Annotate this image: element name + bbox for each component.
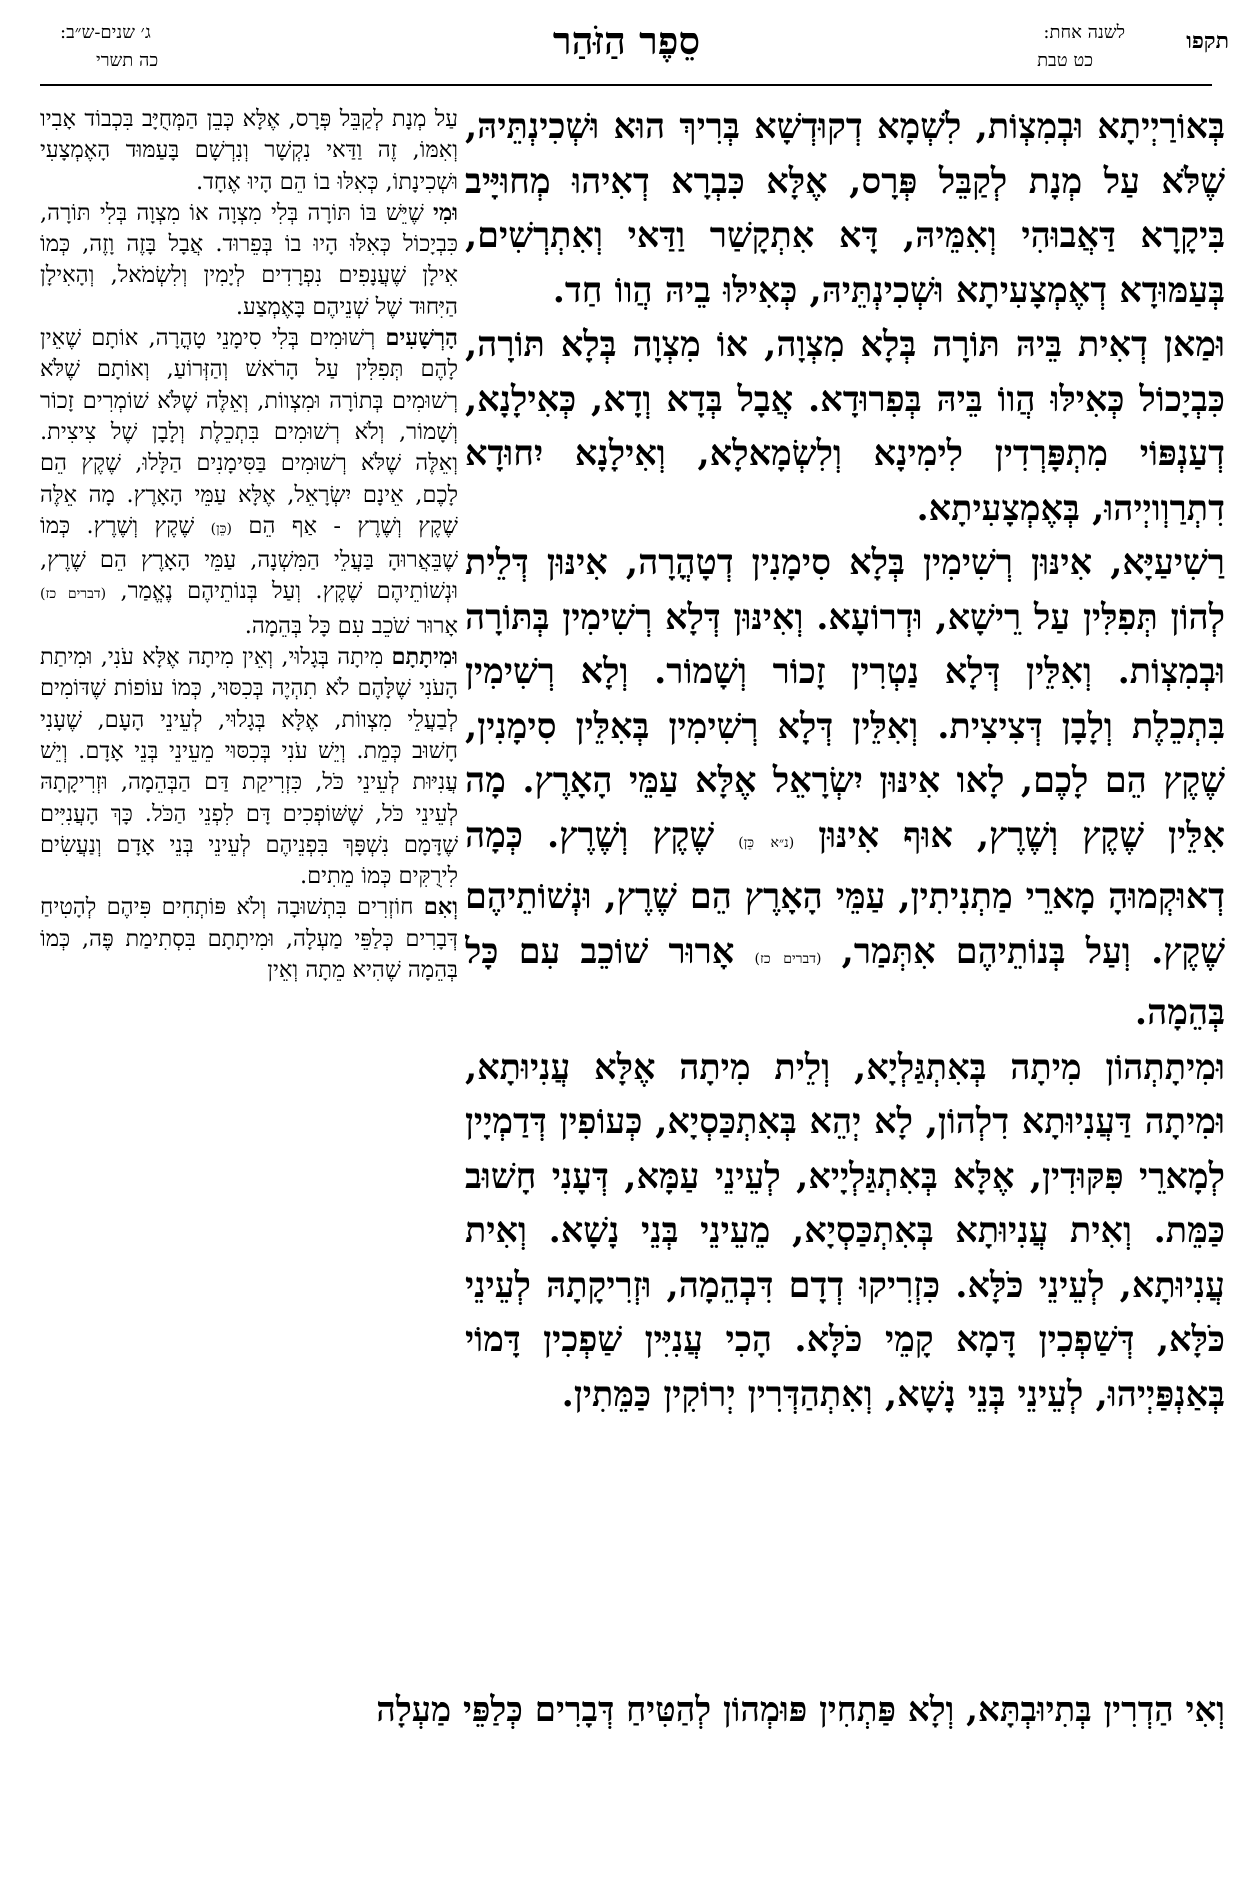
citation: (דברים כז): [754, 950, 822, 967]
paragraph-text: שֶׁקֶץ וְשֶׁרֶץ. כְּמוֹ שֶׁבֵּאֲרוּהָ בַּעֲלֵי הַמִּשְׁנָה, עַמֵּי הָאָרֶץ הֵם שֶׁרֶץ, וּנְשׁוֹתֵיהֶם שֶׁקֶץ. וְעַל בְּנוֹתֵיהֶם נֶאֱמַר,: [40, 512, 458, 605]
page-number: תקפו: [1186, 28, 1229, 54]
study-schedule-three-years: ג׳ שנים-ש״ב:: [60, 22, 151, 43]
side-paragraph: עַל מְנָת לְקַבֵּל פְּרָס, אֶלָּא כְּבֵן הַמְּחֻיָּב בִּכְבוֹד אָבִיו וְאִמּוֹ, זֶה וַדַּאי נִקְשָׁר וְנִרְשָׁם בָּעַמּוּד הָאֶמְצָעִי וּשְׁכִינָתוֹ, כְּאִלּוּ בוֹ הֵם הָיוּ אֶחָד.: [40, 106, 458, 195]
side-paragraph: [40, 642, 458, 892]
paragraph-text: חוֹזְרִים בִּתְשׁוּבָה וְלֹא פּוֹתְחִים פִּיהֶם לְהָטִיחַ דְּבָרִים כְּלַפֵּי מַעְלָה, וּמִיתָתָם בִּסְתִימַת פֶּה, כְּמוֹ בְּהֵמָה שֶׁהִיא מֵתָה וְאֵין: [40, 894, 458, 984]
paragraph-lead: וּמִיתָתָם: [391, 644, 458, 671]
paragraph-text: , אִינּוּן רְשִׁימִין בְּלָא סִימָנִין דְטָהֳרָה, אִינּוּן דְּלֵית לְהוֹן תְּפִלִּין עַל רֵישָׁא, וּדְרוֹעָא. וְאִינּוּן דְּלָא רְשִׁימִין בְּתּוֹרָה וּבְמִצְוֹת. וְאִלֵּין דְּלָא נַטְרִין זָכוֹר וְשָׁמוֹר. וְלָא רְשִׁימִין בִּתְכֵלֶת וְלָבָן דְּצִיצִית. וְאִלֵּין דְּלָא רְשִׁימִין בְּאִלֵּין סִימָנִין, שֶׁקֶץ הֵם לָכֶם, לָאו אִינּוּן יִשְׂרָאֵל אֶלָּא עַמֵּי הָאָרֶץ. מָה אִלֵּין שֶׁקֶץ וְשֶׁרֶץ, אוּף אִינּוּן: [465, 542, 1225, 856]
main-paragraph: וּמִיתָתְהוֹן מִיתָה בְּאִתְגַּלְיָא, וְלֵית מִיתָה אֶלָּא עֲנִיוּתָא, וּמִיתָה דַּעֲנִיוּתָא דִלְהוֹן, לָא יְהֵא בְּאִתְכַּסְיָא, כְּעוֹפִין דְּדַמְיָין לְמָארֵי פִּקּוּדִין, אֶלָּא בְּאִתְגַּלְיָיא, לְעֵינֵי עַמָּא, דְּעָנִי חָשׁוּב כַּמֵּת. וְאִית עֲנִיוּתָא בְּאִתְכַּסְיָא, מֵעֵינֵי בְּנֵי נָשָׁא. וְאִית עֲנִיוּתָא, לְעֵינֵי כֹּלָּא. כִּזְרִיקוּ דְדָם דִּבְהֵמָה, וּזְרִיקָתָהּ לְעֵינֵי כֹּלָּא, דְּשַׁפְכִין דָּמָא קָמֵי כֹּלָּא. הָכִי עֲנִיִּין שַׁפְכִין דָּמוֹי בְּאַנְפַּיְיהוּ, לְעֵינֵי בְּנֵי נָשָׁא, וְאִתְהַדְּרִין יְרוֹקִין כַּמֵּתִין.: [465, 1046, 1225, 1415]
paragraph-lead: וְאִם: [423, 894, 458, 921]
study-schedule-one-year: לשנה אחת:: [1043, 22, 1125, 43]
paragraph-lead: וּמִי: [433, 199, 458, 226]
side-paragraph: [40, 892, 458, 986]
paragraph-text: רְשׁוּמִים בְּלִי סִימָנֵי טָהֳרָה, אוֹתָם שֶׁאֵין לָהֶם תְּפִלִּין עַל הָרֹאשׁ וְהַזְּרוֹעַ, וְאוֹתָם שֶׁלֹּא רְשׁוּמִים בְּתוֹרָה וּמִצְווֹת, וְאֵלֶּה שֶׁלֹּא שׁוֹמְרִים זָכוֹר וְשָׁמוֹר, וְלֹא רְשׁוּמִים בִּתְכֵלֶת וְלָבָן שֶׁל צִיצִית. וְאֵלֶּה שֶׁלֹּא רְשׁוּמִים בַּסִּימָנִים הַלָּלוּ, שֶׁקֶץ הֵם לָכֶם, אֵינָם יִשְׂרָאֵל, אֶלָּא עַמֵּי הָאָרֶץ. מָה אֵלֶּה שֶׁקֶץ וְשֶׁרֶץ - אַף הֵם: [40, 325, 458, 539]
bottom-continuation-line: וְאִי הַדְרִין בְּתִיוּבְתָּא, וְלָא פַּתְחִין פּוּמְהוֹן לְהַטִּיחַ דְּבָרִים כְּלַפֵּי מַעְלָה: [376, 1690, 1225, 1730]
side-paragraph: [40, 198, 458, 323]
paragraph-text: שֶׁקֶץ וְשֶׁרֶץ. כְּמָה דְאוּקְמוּהָ מָארֵי מַתְנִיתִין, עַמֵּי הָאָרֶץ הֵם שֶׁרֶץ, וּנְשׁוֹתֵיהֶם שֶׁקֶץ. וְעַל בְּנוֹתֵיהֶם אִתְּמַר,: [465, 814, 1225, 972]
header-rule: [40, 84, 1212, 86]
study-date-one-year: כט טבת: [1037, 50, 1093, 71]
citation: (נ״א כֵּן): [738, 834, 795, 851]
page-title: סֵפֶר הַזֹּהַר: [552, 18, 701, 63]
paragraph-lead: רַשִׁיעַיָּא: [1122, 542, 1225, 583]
citation: (דברים כז): [40, 586, 107, 603]
main-paragraph: בְּאוֹרַיְיתָא וּבְמִצְוֹת, לִשְׁמָא דְקוּדְשָׁא בְּרִיךְ הוּא וּשְׁכִינְתֵּיהּ, שֶׁלֹּא עַל מְנָת לְקַבֵּל פְּרָס, אֶלָּא כִּבְרָא דְאִיהוּ מְחוּיָּיב בִּיקָרָא דַּאֲבוּהִי וְאִמֵּיהּ, דָּא אִתְקָשַׁר וַדַּאי וְאִתְרְשִׁים, בְּעַמּוּדָא דְאֶמְצָעִיתָא וּשְׁכִינְתֵּיהּ, כְּאִילּוּ בֵיהּ הֲווֹ חַד.: [465, 106, 1225, 311]
paragraph-text: שֶׁיֵּשׁ בּוֹ תּוֹרָה בְּלִי מִצְוָה אוֹ מִצְוָה בְּלִי תּוֹרָה, כִּבְיָכוֹל כְּאִלּוּ הָיוּ בוֹ בְּפֵרוּד. אֲבָל בָּזֶה וָזֶה, כְּמוֹ אִילָן שֶׁעֲנָפִים נִפְרָדִים לְיָמִין וְלִשְׂמֹאל, וְהָאִילָן הַיִּחוּד שֶׁל שְׁנֵיהֶם בָּאֶמְצַע.: [40, 199, 458, 320]
citation: (כֵּן): [210, 520, 232, 537]
main-text-column: [465, 100, 1225, 1660]
study-date-three-years: כה תשרי: [96, 50, 159, 71]
side-paragraph: [40, 323, 458, 642]
paragraph-lead: הָרְשָׁעִים: [385, 325, 458, 352]
main-paragraph: וּמַאן דְאִית בֵּיהּ תּוֹרָה בְּלָא מִצְוָה, אוֹ מִצְוָה בְּלָא תּוֹרָה, כִּבְיָכוֹל כְּאִילּוּ הֲווֹ בֵּיהּ בְּפִרוּדָא. אֲבָל בְּדָא וְדָא, כְּאִילָנָא, דְעַנְפּוֹי מִתְפָּרְדִין לִימִינָא וְלִשְׂמָאלָא, וְאִילָנָא יִחוּדָא דִתְרַוְויְיהוּ, בְּאֶמְצָעִיתָא.: [465, 324, 1225, 529]
paragraph-text: מִיתָה בְּגָלוּי, וְאֵין מִיתָה אֶלָּא עֹנִי, וּמִיתַת הָעֹנִי שֶׁלָּהֶם לֹא תִהְיֶה בְּכִסּוּי, כְּמוֹ עוֹפוֹת שֶׁדּוֹמִים לְבַעֲלֵי מִצְווֹת, אֶלָּא בְּגָלוּי, לְעֵינֵי הָעָם, שֶׁעָנִי חָשׁוּב כְּמֵת. וְיֵשׁ עֹנִי בְּכִסּוּי מֵעֵינֵי בְּנֵי אָדָם. וְיֵשׁ עֲנִיּוּת לְעֵינֵי כֹּל, כִּזְרִיקַת דַּם הַבְּהֵמָה, וּזְרִיקָתָהּ לְעֵינֵי כֹּל, שֶׁשּׁוֹפְכִים דָּם לִפְנֵי הַכֹּל. כָּךְ הָעֲנִיִּים שֶׁדָּמָם נִשְׁפָּךְ בִּפְנֵיהֶם לְעֵינֵי בְּנֵי אָדָם וְנַעֲשִׂים לִירֻקִּים כְּמוֹ מֵתִים.: [40, 644, 458, 890]
main-paragraph: [465, 536, 1225, 1041]
paragraph-text: אָרוּר שֹׁכֵב עִם כָּל בְּהֵמָה.: [244, 612, 458, 639]
paragraph-text: אָרוּר שׁוֹכֵב עִם כָּל בְּהֵמָה.: [465, 930, 1225, 1033]
translation-column: [40, 104, 458, 1670]
